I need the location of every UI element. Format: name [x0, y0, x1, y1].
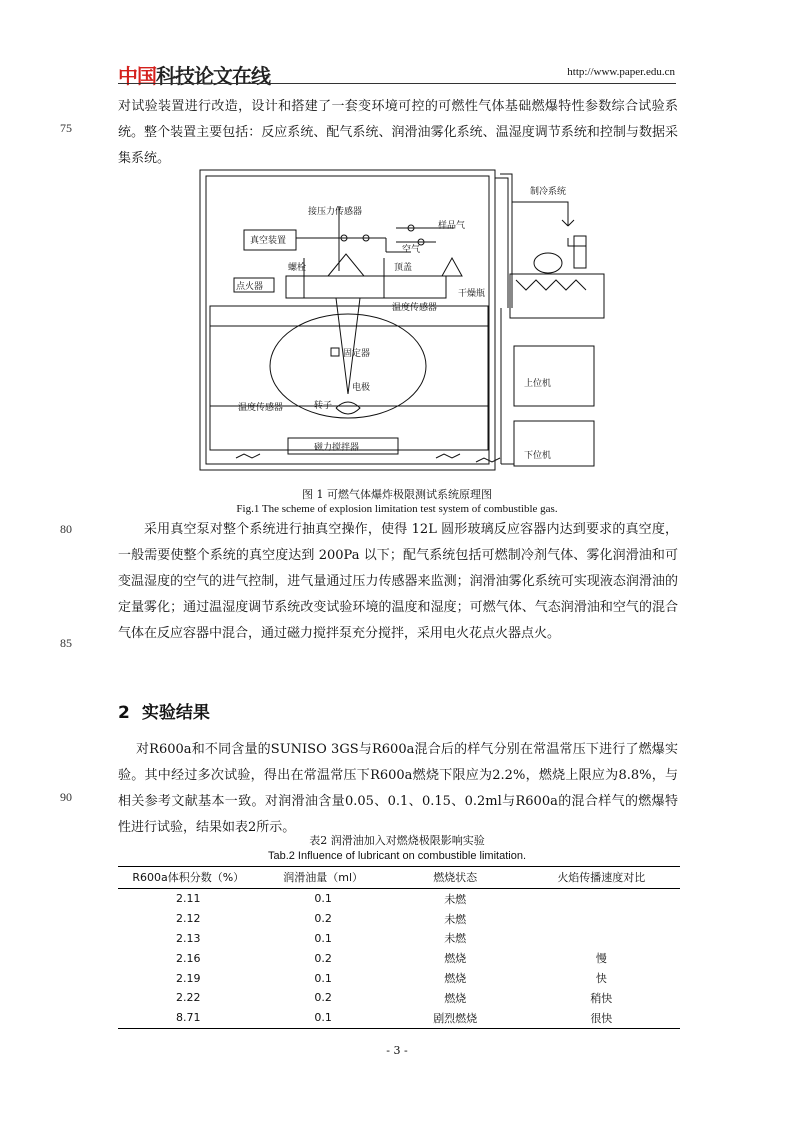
- table-cell: 剧烈燃烧: [388, 1008, 523, 1028]
- section-heading: [118, 698, 210, 723]
- site-logo: [118, 60, 270, 89]
- table-cell: 燃烧: [444, 972, 467, 986]
- label-lower-pc: 下位机: [524, 451, 552, 461]
- table-caption-cn: 表2 润滑油加入对燃烧极限影响实验: [309, 834, 485, 847]
- table-cell: 未燃: [444, 912, 467, 926]
- page-number: - 3 -: [386, 1044, 408, 1057]
- table-cell: 0.1: [314, 892, 332, 906]
- table-row: [118, 889, 680, 909]
- label-fixer: 固定器: [343, 349, 371, 359]
- column-header: 润滑油量（ml）: [259, 867, 388, 889]
- label-dryer: 干燥瓶: [458, 289, 486, 299]
- table-cell: 快: [595, 972, 607, 986]
- header-rule: [118, 83, 676, 84]
- label-igniter: 点火器: [236, 282, 264, 292]
- table-cell: 燃烧: [444, 991, 467, 1005]
- label-temp-sensor-left: 温度传感器: [238, 403, 284, 413]
- table-cell: 2.12: [176, 912, 201, 926]
- label-lid: 顶盖: [394, 263, 413, 273]
- section-number: 2: [118, 703, 130, 723]
- table-row: [118, 909, 680, 929]
- paragraph-results: 对R600a和不同含量的SUNISO 3GS与R600a混合后的样气分别在常温常压下进行了燃爆实验。其中经过多次试验，得出在常温常压下R600a燃烧下限应为2.2%，燃烧上限应为8.8%，与相关参考文献基本一致。对润滑油含量0.05、0.1、0.15、0.2ml与R600a的混合样气的燃爆特性进行试验，结果如表2所示。: [118, 742, 678, 835]
- label-bolt: 螺栓: [288, 263, 307, 273]
- table-cell: 8.71: [118, 1008, 259, 1028]
- line-number: 75: [60, 121, 72, 135]
- figure-caption-cn: 图 1 可燃气体爆炸极限测试系统原理图: [302, 488, 492, 501]
- table-cell: [523, 929, 680, 949]
- table-cell: 2.16: [176, 951, 201, 965]
- column-header: 火焰传播速度对比: [523, 867, 680, 889]
- table-cell: 很快: [523, 1008, 680, 1028]
- figure-caption-en: Fig.1 The scheme of explosion limitation test system of combustible gas.: [236, 503, 558, 515]
- label-stirrer: 磁力搅拌器: [314, 443, 360, 453]
- table-cell: 2.13: [176, 931, 201, 945]
- section-title: 实验结果: [141, 703, 210, 723]
- paragraph-method: 采用真空泵对整个系统进行抽真空操作，使得 12L 圆形玻璃反应容器内达到要求的真空度，一般需要使整个系统的真空度达到 200Pa 以下；配气系统包括可燃制冷剂气体、雾化润滑油和可变温湿度的空气的进气控制，进气量通过压力传感器来监测；润滑油雾化系统可实现液态润滑油的定量雾化；通过温湿度调节系统改变试验环境的温度和湿度；可燃气体、气态润滑油和空气的混合气体在反应容器中混合，通过磁力搅拌泵充分搅拌，采用电火花点火器点火。: [118, 522, 678, 641]
- line-number: 80: [60, 522, 72, 536]
- column-header: R600a体积分数（%）: [118, 867, 259, 889]
- label-pressure-sensor: 接压力传感器: [308, 207, 363, 217]
- label-temp-sensor-top: 温度传感器: [392, 303, 438, 313]
- table-cell: 稍快: [590, 991, 613, 1005]
- label-refrigeration: 制冷系统: [530, 187, 567, 197]
- table-cell: 0.2: [314, 951, 332, 965]
- line-number: 85: [60, 636, 72, 650]
- table-cell: 慢: [595, 952, 607, 966]
- label-upper-pc: 上位机: [524, 379, 552, 389]
- table-cell: 0.1: [314, 931, 332, 945]
- table-row: [118, 948, 680, 968]
- results-table: [118, 866, 680, 1029]
- table-cell: 0.2: [314, 991, 332, 1005]
- table-row: [118, 968, 680, 988]
- header-url[interactable]: http://www.paper.edu.cn: [567, 66, 675, 78]
- table-cell: 0.1: [314, 971, 332, 985]
- table-cell: [523, 889, 680, 909]
- paragraph-intro: 对试验装置进行改造，设计和搭建了一套变环境可控的可燃性气体基础燃爆特性参数综合试验系统。整个装置主要包括：反应系统、配气系统、润滑油雾化系统、温湿度调节系统和控制与数据采集系统。: [118, 99, 678, 166]
- table-cell: 燃烧: [444, 952, 467, 966]
- table-cell: [523, 909, 680, 929]
- table-caption-en: Tab.2 Influence of lubricant on combustible limitation.: [267, 850, 527, 862]
- system-diagram: [196, 166, 606, 478]
- logo-red-text: 中国: [118, 64, 156, 88]
- table-cell: 0.1: [259, 1008, 388, 1028]
- label-air: 空气: [402, 245, 421, 255]
- line-number: 90: [60, 790, 72, 804]
- table-row: [118, 988, 680, 1008]
- table-cell: 2.11: [176, 892, 201, 906]
- table-cell: 0.2: [314, 912, 332, 926]
- label-sample-gas: 样品气: [438, 221, 466, 231]
- table-header-row: [118, 867, 680, 889]
- label-vacuum: 真空装置: [250, 236, 287, 246]
- column-header: 燃烧状态: [388, 867, 523, 889]
- table-row: [118, 1008, 680, 1028]
- table-cell: 未燃: [444, 892, 467, 906]
- table-cell: 未燃: [444, 932, 467, 946]
- table-cell: 2.22: [176, 991, 201, 1005]
- logo-text: 科技论文在线: [156, 64, 270, 88]
- label-electrode: 电极: [352, 383, 371, 393]
- table-row: [118, 929, 680, 949]
- table-cell: 2.19: [176, 971, 201, 985]
- label-rotor: 转子: [314, 401, 333, 411]
